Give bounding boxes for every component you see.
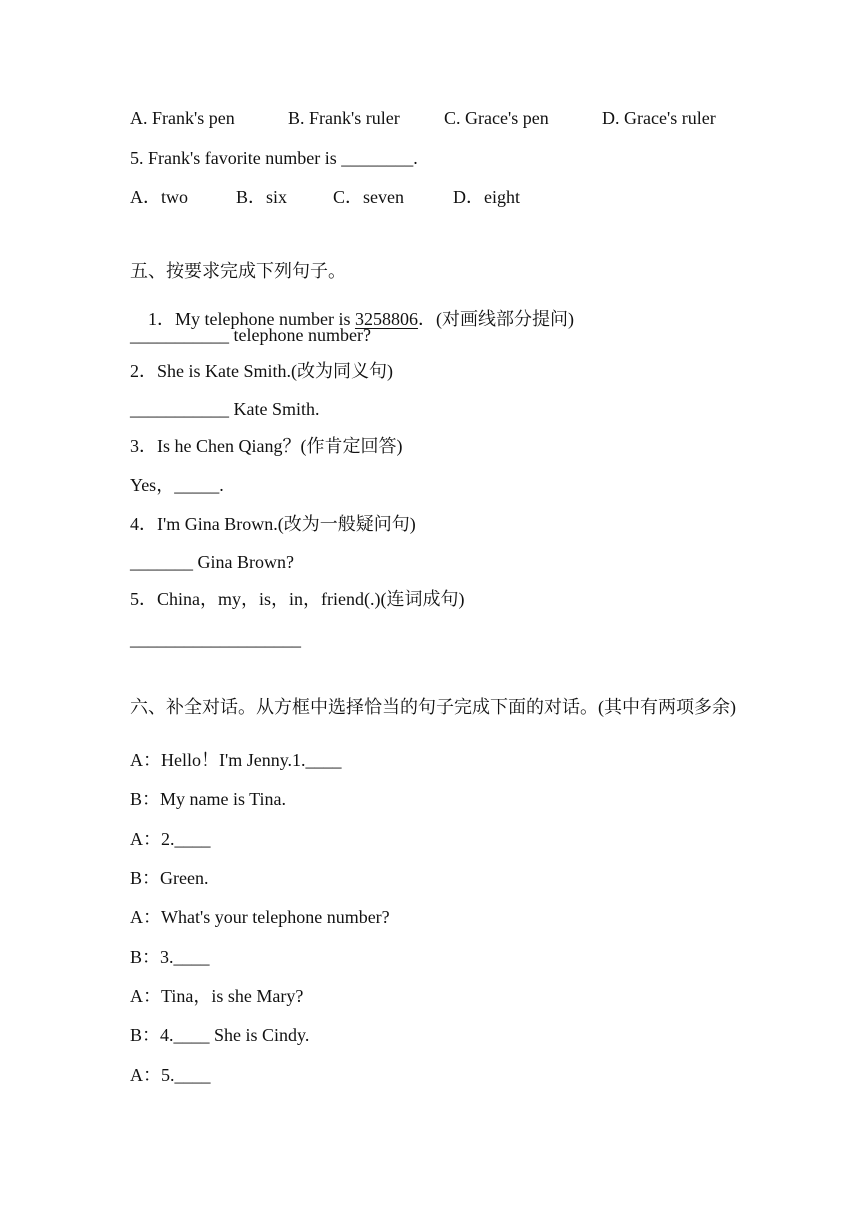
dialogue-line-2: B：My name is Tina. [130, 789, 287, 809]
section6-title: 六、补全对话。从方框中选择恰当的句子完成下面的对话。(其中有两项多余) [130, 697, 736, 717]
q5-option-d: D．eight [453, 187, 520, 207]
s5-a1: ___________ telephone number? [130, 325, 371, 345]
q4-options [130, 107, 750, 129]
q4-option-d: D. Grace's ruler [602, 108, 716, 128]
s5-q5: 5．China，my，is，in，friend(.)(连词成句) [130, 589, 465, 609]
s5-a4: _______ Gina Brown? [130, 552, 294, 572]
s5-a5: ___________________ [130, 629, 301, 649]
s5-q1-underlined: 3258806 [354, 309, 418, 329]
dialogue-line-4: B：Green. [130, 868, 209, 888]
section5-title: 五、按要求完成下列句子。 [130, 261, 346, 281]
dialogue-line-9: A：5.____ [130, 1065, 211, 1085]
dialogue-line-1: A：Hello！I'm Jenny.1.____ [130, 750, 342, 770]
dialogue-line-6: B：3.____ [130, 947, 210, 967]
s5-q4: 4．I'm Gina Brown.(改为一般疑问句) [130, 514, 416, 534]
q5-question: 5. Frank's favorite number is ________. [130, 148, 418, 168]
s5-q1-prefix: 1．My telephone number is [148, 309, 355, 329]
s5-q3: 3．Is he Chen Qiang？(作肯定回答) [130, 436, 403, 456]
q5-options [130, 186, 550, 208]
s5-a3: Yes，_____. [130, 475, 224, 495]
dialogue-line-7: A：Tina，is she Mary? [130, 986, 304, 1006]
q5-option-b: B．six [236, 187, 288, 207]
s5-q1-suffix: ．(对画线部分提问) [417, 309, 574, 329]
dialogue-line-8: B：4.____ She is Cindy. [130, 1025, 310, 1045]
q4-option-a: A. Frank's pen [130, 108, 235, 128]
s5-q2: 2．She is Kate Smith.(改为同义句) [130, 361, 393, 381]
q5-option-c: C．seven [333, 187, 404, 207]
q4-option-b: B. Frank's ruler [288, 108, 400, 128]
q5-option-a: A．two [130, 187, 188, 207]
s5-a2: ___________ Kate Smith. [130, 399, 320, 419]
dialogue-line-5: A：What's your telephone number? [130, 907, 390, 927]
q4-option-c: C. Grace's pen [444, 108, 549, 128]
dialogue-line-3: A：2.____ [130, 829, 211, 849]
